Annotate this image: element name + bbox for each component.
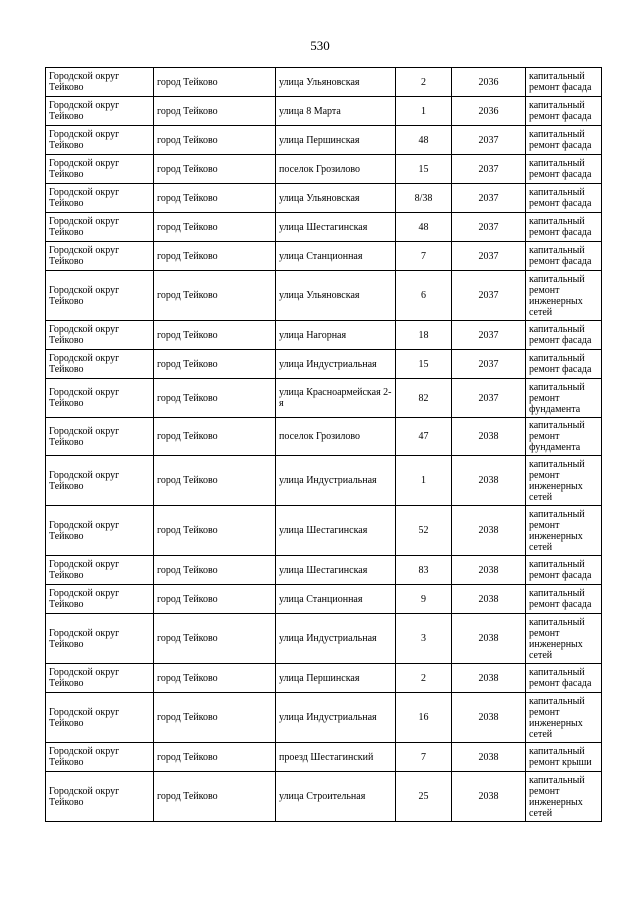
work-type-cell: капитальный ремонт инженерных сетей: [526, 614, 602, 664]
district-cell: Городской округ Тейково: [46, 456, 154, 506]
table-row: [46, 614, 602, 664]
work-type-cell: капитальный ремонт фасада: [526, 350, 602, 379]
house-number-cell: 7: [396, 743, 452, 772]
year-cell: 2038: [452, 556, 526, 585]
city-cell: город Тейково: [154, 213, 276, 242]
year-cell: 2037: [452, 350, 526, 379]
district-cell: Городской округ Тейково: [46, 772, 154, 822]
house-number-cell: 1: [396, 97, 452, 126]
street-cell: улица Шестагинская: [276, 213, 396, 242]
street-cell: улица Ульяновская: [276, 184, 396, 213]
house-number-cell: 2: [396, 664, 452, 693]
table-row: [46, 350, 602, 379]
work-type-cell: капитальный ремонт фасада: [526, 585, 602, 614]
year-cell: 2038: [452, 772, 526, 822]
year-cell: 2038: [452, 456, 526, 506]
city-cell: город Тейково: [154, 743, 276, 772]
city-cell: город Тейково: [154, 556, 276, 585]
house-number-cell: 48: [396, 126, 452, 155]
work-type-cell: капитальный ремонт инженерных сетей: [526, 271, 602, 321]
street-cell: улица Нагорная: [276, 321, 396, 350]
house-number-cell: 82: [396, 379, 452, 418]
work-type-cell: капитальный ремонт крыши: [526, 743, 602, 772]
street-cell: улица Ульяновская: [276, 68, 396, 97]
house-number-cell: 47: [396, 418, 452, 456]
city-cell: город Тейково: [154, 155, 276, 184]
street-cell: улица Шестагинская: [276, 556, 396, 585]
house-number-cell: 15: [396, 155, 452, 184]
house-number-cell: 25: [396, 772, 452, 822]
year-cell: 2038: [452, 614, 526, 664]
work-type-cell: капитальный ремонт инженерных сетей: [526, 456, 602, 506]
work-type-cell: капитальный ремонт фасада: [526, 126, 602, 155]
table-row: [46, 664, 602, 693]
work-type-cell: капитальный ремонт фасада: [526, 556, 602, 585]
city-cell: город Тейково: [154, 585, 276, 614]
street-cell: улица Индустриальная: [276, 693, 396, 743]
street-cell: улица Станционная: [276, 242, 396, 271]
table-row: [46, 68, 602, 97]
table-row: [46, 743, 602, 772]
district-cell: Городской округ Тейково: [46, 184, 154, 213]
city-cell: город Тейково: [154, 97, 276, 126]
table-row: [46, 556, 602, 585]
city-cell: город Тейково: [154, 772, 276, 822]
year-cell: 2037: [452, 155, 526, 184]
work-type-cell: капитальный ремонт фасада: [526, 242, 602, 271]
street-cell: улица Строительная: [276, 772, 396, 822]
district-cell: Городской округ Тейково: [46, 664, 154, 693]
table-row: [46, 772, 602, 822]
table-row: [46, 213, 602, 242]
work-type-cell: капитальный ремонт фундамента: [526, 379, 602, 418]
district-cell: Городской округ Тейково: [46, 242, 154, 271]
house-number-cell: 52: [396, 506, 452, 556]
street-cell: улица Шестагинская: [276, 506, 396, 556]
district-cell: Городской округ Тейково: [46, 97, 154, 126]
work-type-cell: капитальный ремонт фасада: [526, 213, 602, 242]
work-type-cell: капитальный ремонт инженерных сетей: [526, 772, 602, 822]
district-cell: Городской округ Тейково: [46, 271, 154, 321]
table-row: [46, 693, 602, 743]
house-number-cell: 7: [396, 242, 452, 271]
table-row: [46, 321, 602, 350]
year-cell: 2038: [452, 664, 526, 693]
year-cell: 2036: [452, 97, 526, 126]
table-row: [46, 418, 602, 456]
street-cell: поселок Грозилово: [276, 155, 396, 184]
house-number-cell: 2: [396, 68, 452, 97]
page-number: 530: [310, 38, 330, 53]
work-type-cell: капитальный ремонт фасада: [526, 155, 602, 184]
work-type-cell: капитальный ремонт фундамента: [526, 418, 602, 456]
street-cell: улица Индустриальная: [276, 456, 396, 506]
year-cell: 2036: [452, 68, 526, 97]
table-row: [46, 126, 602, 155]
city-cell: город Тейково: [154, 506, 276, 556]
district-cell: Городской округ Тейково: [46, 379, 154, 418]
table-row: [46, 184, 602, 213]
street-cell: улица Ульяновская: [276, 271, 396, 321]
district-cell: Городской округ Тейково: [46, 693, 154, 743]
year-cell: 2038: [452, 418, 526, 456]
year-cell: 2038: [452, 693, 526, 743]
year-cell: 2038: [452, 585, 526, 614]
year-cell: 2037: [452, 213, 526, 242]
house-number-cell: 9: [396, 585, 452, 614]
city-cell: город Тейково: [154, 184, 276, 213]
city-cell: город Тейково: [154, 350, 276, 379]
table-row: [46, 456, 602, 506]
house-number-cell: 3: [396, 614, 452, 664]
year-cell: 2038: [452, 506, 526, 556]
table-row: [46, 506, 602, 556]
city-cell: город Тейково: [154, 664, 276, 693]
city-cell: город Тейково: [154, 271, 276, 321]
house-number-cell: 15: [396, 350, 452, 379]
year-cell: 2037: [452, 379, 526, 418]
year-cell: 2037: [452, 184, 526, 213]
work-type-cell: капитальный ремонт фасада: [526, 321, 602, 350]
city-cell: город Тейково: [154, 68, 276, 97]
house-number-cell: 48: [396, 213, 452, 242]
house-number-cell: 8/38: [396, 184, 452, 213]
district-cell: Городской округ Тейково: [46, 350, 154, 379]
city-cell: город Тейково: [154, 418, 276, 456]
city-cell: город Тейково: [154, 379, 276, 418]
work-type-cell: капитальный ремонт фасада: [526, 68, 602, 97]
city-cell: город Тейково: [154, 126, 276, 155]
year-cell: 2037: [452, 242, 526, 271]
work-type-cell: капитальный ремонт фасада: [526, 184, 602, 213]
table-body: [46, 68, 602, 822]
street-cell: улица Индустриальная: [276, 614, 396, 664]
house-number-cell: 83: [396, 556, 452, 585]
district-cell: Городской округ Тейково: [46, 743, 154, 772]
work-type-cell: капитальный ремонт фасада: [526, 97, 602, 126]
street-cell: улица 8 Марта: [276, 97, 396, 126]
city-cell: город Тейково: [154, 614, 276, 664]
year-cell: 2038: [452, 743, 526, 772]
year-cell: 2037: [452, 321, 526, 350]
district-cell: Городской округ Тейково: [46, 614, 154, 664]
table-row: [46, 585, 602, 614]
year-cell: 2037: [452, 126, 526, 155]
street-cell: проезд Шестагинский: [276, 743, 396, 772]
table-row: [46, 271, 602, 321]
table-row: [46, 242, 602, 271]
district-cell: Городской округ Тейково: [46, 126, 154, 155]
district-cell: Городской округ Тейково: [46, 155, 154, 184]
street-cell: улица Красноармейская 2-я: [276, 379, 396, 418]
house-number-cell: 16: [396, 693, 452, 743]
work-type-cell: капитальный ремонт фасада: [526, 664, 602, 693]
district-cell: Городской округ Тейково: [46, 506, 154, 556]
city-cell: город Тейково: [154, 693, 276, 743]
street-cell: поселок Грозилово: [276, 418, 396, 456]
house-number-cell: 18: [396, 321, 452, 350]
district-cell: Городской округ Тейково: [46, 418, 154, 456]
year-cell: 2037: [452, 271, 526, 321]
table-row: [46, 97, 602, 126]
street-cell: улица Першинская: [276, 126, 396, 155]
repair-schedule-table: [45, 67, 602, 822]
work-type-cell: капитальный ремонт инженерных сетей: [526, 693, 602, 743]
district-cell: Городской округ Тейково: [46, 68, 154, 97]
district-cell: Городской округ Тейково: [46, 213, 154, 242]
street-cell: улица Индустриальная: [276, 350, 396, 379]
district-cell: Городской округ Тейково: [46, 321, 154, 350]
city-cell: город Тейково: [154, 321, 276, 350]
city-cell: город Тейково: [154, 242, 276, 271]
street-cell: улица Станционная: [276, 585, 396, 614]
street-cell: улица Першинская: [276, 664, 396, 693]
table-row: [46, 379, 602, 418]
table-row: [46, 155, 602, 184]
work-type-cell: капитальный ремонт инженерных сетей: [526, 506, 602, 556]
district-cell: Городской округ Тейково: [46, 556, 154, 585]
city-cell: город Тейково: [154, 456, 276, 506]
house-number-cell: 6: [396, 271, 452, 321]
district-cell: Городской округ Тейково: [46, 585, 154, 614]
house-number-cell: 1: [396, 456, 452, 506]
